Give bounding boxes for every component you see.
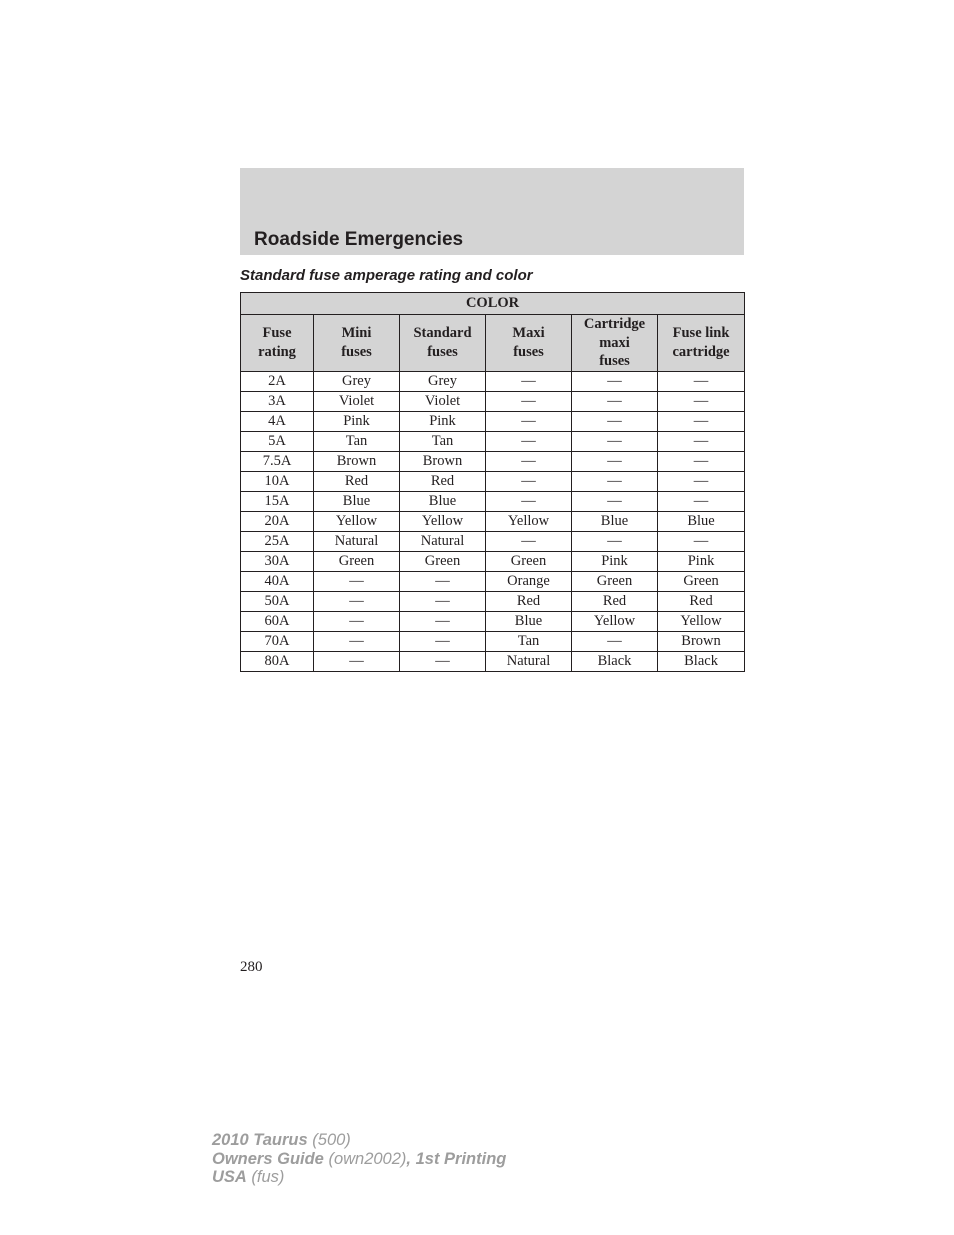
table-cell: —	[572, 371, 658, 391]
table-cell: —	[400, 631, 486, 651]
table-cell: —	[658, 451, 745, 471]
table-cell: Blue	[572, 511, 658, 531]
table-cell: 60A	[241, 611, 314, 631]
table-cell: Yellow	[572, 611, 658, 631]
table-cell: —	[572, 431, 658, 451]
group-header-row	[241, 293, 745, 315]
footer-guide-code: (own2002)	[323, 1149, 407, 1168]
table-cell: 2A	[241, 371, 314, 391]
table-cell: —	[400, 571, 486, 591]
column-header-line: Maxi	[512, 325, 545, 342]
color-group-header: COLOR	[241, 293, 745, 315]
table-cell: —	[486, 431, 572, 451]
table-cell: —	[314, 591, 400, 611]
table-cell: 80A	[241, 651, 314, 671]
table-cell: 25A	[241, 531, 314, 551]
table-cell: Grey	[314, 371, 400, 391]
table-cell: Blue	[486, 611, 572, 631]
table-cell: Pink	[400, 411, 486, 431]
table-cell: Green	[486, 551, 572, 571]
table-cell: Red	[658, 591, 745, 611]
table-cell: 10A	[241, 471, 314, 491]
table-cell: —	[486, 491, 572, 511]
table-row	[241, 531, 745, 551]
table-cell: —	[486, 531, 572, 551]
table-body	[241, 371, 745, 671]
column-header-line: rating	[258, 343, 296, 360]
column-header	[658, 315, 745, 372]
table-row	[241, 471, 745, 491]
table-cell: Blue	[314, 491, 400, 511]
footer-market-code: (fus)	[246, 1168, 285, 1186]
table-cell: Blue	[658, 511, 745, 531]
table-cell: Red	[314, 471, 400, 491]
table-cell: —	[658, 391, 745, 411]
table-cell: —	[486, 411, 572, 431]
table-row	[241, 591, 745, 611]
table-cell: —	[486, 471, 572, 491]
footer-line-2	[212, 1150, 506, 1169]
table-row	[241, 511, 745, 531]
table-cell: 50A	[241, 591, 314, 611]
table-cell: —	[658, 531, 745, 551]
column-header-row	[241, 315, 745, 372]
table-cell: —	[400, 611, 486, 631]
table-cell: —	[658, 411, 745, 431]
table-cell: Yellow	[400, 511, 486, 531]
column-header-line: cartridge	[672, 343, 730, 360]
table-cell: Blue	[400, 491, 486, 511]
table-cell: —	[572, 471, 658, 491]
table-cell: —	[572, 411, 658, 431]
column-header-line: fuses	[341, 343, 372, 360]
column-header-line: Mini	[341, 325, 372, 342]
footer-model-code: (500)	[307, 1131, 351, 1149]
table-cell: Brown	[400, 451, 486, 471]
footer-market: USA	[212, 1168, 247, 1186]
footer-line-1	[212, 1131, 506, 1150]
table-cell: Black	[572, 651, 658, 671]
table-cell: —	[658, 431, 745, 451]
table-cell: —	[486, 371, 572, 391]
table-cell: Green	[314, 551, 400, 571]
table-row	[241, 411, 745, 431]
column-header-line: maxi	[599, 334, 630, 351]
table-cell: Green	[400, 551, 486, 571]
table-row	[241, 571, 745, 591]
table-cell: Natural	[486, 651, 572, 671]
table-row	[241, 611, 745, 631]
table-cell: —	[400, 591, 486, 611]
table-cell: —	[572, 631, 658, 651]
table-cell: —	[314, 611, 400, 631]
table-cell: Green	[572, 571, 658, 591]
table-row	[241, 631, 745, 651]
table-cell: Yellow	[314, 511, 400, 531]
table-cell: Red	[400, 471, 486, 491]
footer-guide: Owners Guide	[212, 1149, 324, 1168]
column-header-line: fuses	[513, 343, 544, 360]
table-cell: Natural	[400, 531, 486, 551]
footer-printing: , 1st Printing	[406, 1149, 507, 1168]
table-cell: Yellow	[658, 611, 745, 631]
table-row	[241, 491, 745, 511]
fuse-table	[240, 292, 745, 672]
table-cell: 20A	[241, 511, 314, 531]
table-cell: Violet	[314, 391, 400, 411]
table-caption: Standard fuse amperage rating and color	[240, 267, 533, 284]
column-header-line: Fuse	[262, 325, 292, 342]
column-header-line: Standard	[413, 325, 472, 342]
table-cell: 5A	[241, 431, 314, 451]
table-cell: Tan	[400, 431, 486, 451]
column-header	[486, 315, 572, 372]
table-cell: —	[486, 391, 572, 411]
table-cell: Green	[658, 571, 745, 591]
table-row	[241, 451, 745, 471]
column-header-line: fuses	[599, 353, 630, 369]
column-header-line: Cartridge	[583, 316, 646, 332]
table-cell: Orange	[486, 571, 572, 591]
table-row	[241, 371, 745, 391]
column-header	[241, 315, 314, 372]
table-cell: —	[314, 631, 400, 651]
table-cell: Pink	[314, 411, 400, 431]
table-row	[241, 391, 745, 411]
table-cell: —	[572, 531, 658, 551]
column-header-line: Fuse link	[672, 325, 730, 342]
table-cell: —	[314, 571, 400, 591]
table-cell: 3A	[241, 391, 314, 411]
table-cell: Red	[486, 591, 572, 611]
page-number: 280	[240, 959, 263, 975]
table-cell: —	[486, 451, 572, 471]
table-cell: Grey	[400, 371, 486, 391]
table-cell: 15A	[241, 491, 314, 511]
table-cell: Black	[658, 651, 745, 671]
table-cell: —	[572, 451, 658, 471]
footer	[212, 1131, 506, 1187]
table-row	[241, 651, 745, 671]
table-cell: —	[314, 651, 400, 671]
table-cell: 4A	[241, 411, 314, 431]
table-cell: —	[572, 491, 658, 511]
column-header	[314, 315, 400, 372]
table-cell: Tan	[314, 431, 400, 451]
table-cell: Violet	[400, 391, 486, 411]
table-cell: Yellow	[486, 511, 572, 531]
table-cell: Pink	[572, 551, 658, 571]
table-cell: —	[400, 651, 486, 671]
table-cell: 7.5A	[241, 451, 314, 471]
footer-model: 2010 Taurus	[212, 1131, 308, 1149]
footer-line-3	[212, 1168, 506, 1187]
section-header-band	[240, 168, 744, 255]
table-cell: —	[572, 391, 658, 411]
table-cell: Tan	[486, 631, 572, 651]
table-cell: —	[658, 371, 745, 391]
table-row	[241, 431, 745, 451]
section-title: Roadside Emergencies	[254, 229, 464, 250]
table-cell: Red	[572, 591, 658, 611]
column-header	[572, 315, 658, 372]
table-cell: 30A	[241, 551, 314, 571]
table-cell: Natural	[314, 531, 400, 551]
table-cell: Brown	[314, 451, 400, 471]
table-cell: Pink	[658, 551, 745, 571]
table-cell: —	[658, 471, 745, 491]
table-cell: —	[658, 491, 745, 511]
table-cell: Brown	[658, 631, 745, 651]
table-cell: 40A	[241, 571, 314, 591]
column-header	[400, 315, 486, 372]
column-header-line: fuses	[427, 343, 458, 360]
table-row	[241, 551, 745, 571]
table-cell: 70A	[241, 631, 314, 651]
